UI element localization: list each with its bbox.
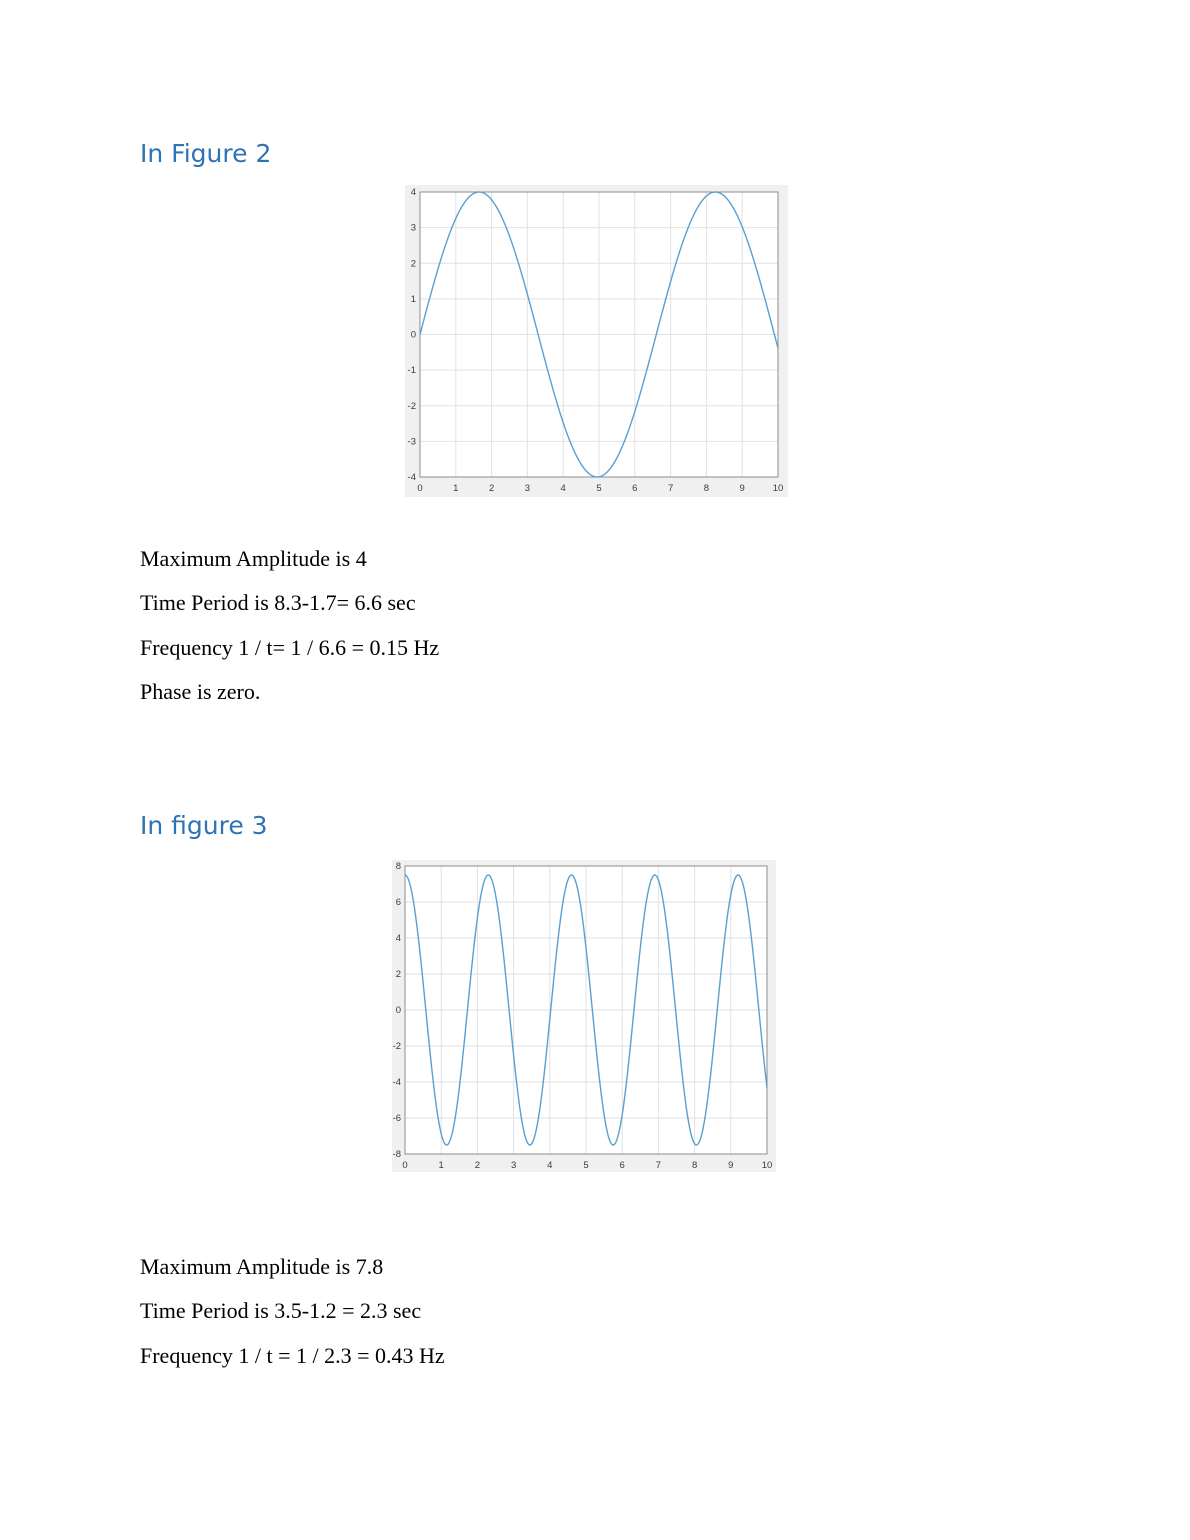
figure-3-frequency-line: Frequency 1 / t = 1 / 2.3 = 0.43 Hz xyxy=(140,1343,445,1368)
y-tick-label: -3 xyxy=(407,436,416,448)
figure-3-amplitude-line: Maximum Amplitude is 7.8 xyxy=(140,1254,384,1279)
x-tick-label: 0 xyxy=(402,1160,408,1171)
x-tick-label: 10 xyxy=(761,1160,773,1171)
x-tick-label: 4 xyxy=(560,483,566,494)
figure-2-frequency-line: Frequency 1 / t= 1 / 6.6 = 0.15 Hz xyxy=(140,635,440,660)
x-tick-label: 8 xyxy=(703,483,710,494)
x-tick-label: 7 xyxy=(667,483,674,494)
y-tick-label: 4 xyxy=(395,933,401,944)
y-tick-label: 2 xyxy=(395,969,401,980)
figure-2-period-line: Time Period is 8.3-1.7= 6.6 sec xyxy=(140,590,416,615)
y-tick-label: -4 xyxy=(407,472,416,483)
y-tick-label: 8 xyxy=(395,861,401,872)
section-heading-figure-3: In figure 3 xyxy=(140,811,268,840)
x-tick-label: 5 xyxy=(583,1160,589,1171)
x-tick-label: 7 xyxy=(655,1160,662,1171)
x-tick-label: 6 xyxy=(619,1160,625,1171)
y-tick-label: -2 xyxy=(407,400,416,412)
y-tick-label: 0 xyxy=(395,1005,401,1016)
x-tick-label: 6 xyxy=(632,483,638,494)
figure-3-period-line: Time Period is 3.5-1.2 = 2.3 sec xyxy=(140,1298,422,1323)
y-tick-label: -2 xyxy=(392,1041,401,1052)
x-tick-label: 2 xyxy=(474,1160,481,1171)
y-tick-label: 3 xyxy=(410,222,416,234)
y-tick-label: 1 xyxy=(410,293,416,305)
x-tick-label: 0 xyxy=(417,483,423,494)
figure-2-amplitude-line: Maximum Amplitude is 4 xyxy=(140,546,367,571)
x-tick-label: 9 xyxy=(728,1160,734,1171)
y-tick-label: 0 xyxy=(410,329,416,341)
figure-3-cosine-plot xyxy=(392,860,776,1172)
y-tick-label: -8 xyxy=(392,1149,401,1160)
y-tick-label: -4 xyxy=(392,1077,401,1088)
x-tick-label: 8 xyxy=(691,1160,698,1171)
y-tick-label: -1 xyxy=(407,365,416,377)
section-heading-figure-2: In Figure 2 xyxy=(140,139,272,168)
y-tick-label: 6 xyxy=(395,897,401,908)
x-tick-label: 1 xyxy=(438,1160,444,1171)
x-tick-label: 9 xyxy=(739,483,745,494)
y-tick-label: 4 xyxy=(410,187,416,198)
x-tick-label: 3 xyxy=(524,483,531,494)
x-tick-label: 4 xyxy=(547,1160,553,1171)
y-tick-label: 2 xyxy=(410,258,416,270)
x-tick-label: 2 xyxy=(488,483,495,494)
figure-2-sine-plot xyxy=(405,185,788,497)
x-tick-label: 3 xyxy=(510,1160,517,1171)
x-tick-label: 5 xyxy=(596,483,602,494)
x-tick-label: 10 xyxy=(772,483,784,494)
y-tick-label: -6 xyxy=(392,1113,401,1124)
figure-2-phase-line: Phase is zero. xyxy=(140,679,261,704)
x-tick-label: 1 xyxy=(453,483,459,494)
